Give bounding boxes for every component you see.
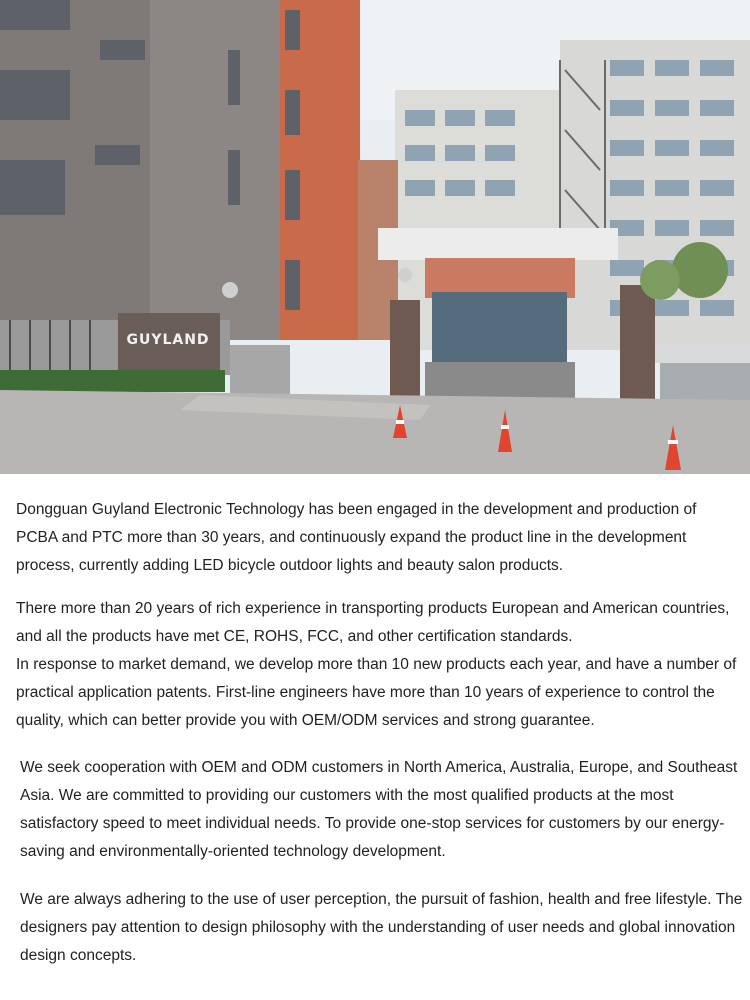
cooperation-paragraph: We seek cooperation with OEM and ODM customers in North America, Australia, Europe, and Southeast Asia. We are committed to providing our customers with the most qualified products at the most satisfactory speed to meet individual needs. To provide one-stop services for customers by our energy-saving and environmentally-oriented technology development. <box>20 759 738 860</box>
product-development-text: In response to market demand, we develop more than 10 new products each year, and have a number of practical application patents. First-line engineers have more than 10 years of experience to control the quality, which can better provide you with OEM/ODM services and strong guarantee. <box>16 656 737 729</box>
experience-paragraph <box>16 595 741 735</box>
design-philosophy-paragraph: We are always adhering to the use of user perception, the pursuit of fashion, health and free lifestyle. The designers pay attention to design philosophy with the understanding of user needs and global innovation design concepts. <box>20 891 743 964</box>
factory-entrance-photo <box>0 0 750 474</box>
factory-scene-illustration <box>0 0 750 474</box>
company-sign: GUYLAND <box>126 332 210 348</box>
intro-paragraph: Dongguan Guyland Electronic Technology has been engaged in the development and production of PCBA and PTC more than 30 years, and continuously expand the product line in the development process, currently adding LED bicycle outdoor lights and beauty salon products. <box>16 501 697 574</box>
experience-certification-text: There more than 20 years of rich experience in transporting products European and American countries, and all the products have met CE, ROHS, FCC, and other certification standards. <box>16 600 730 645</box>
